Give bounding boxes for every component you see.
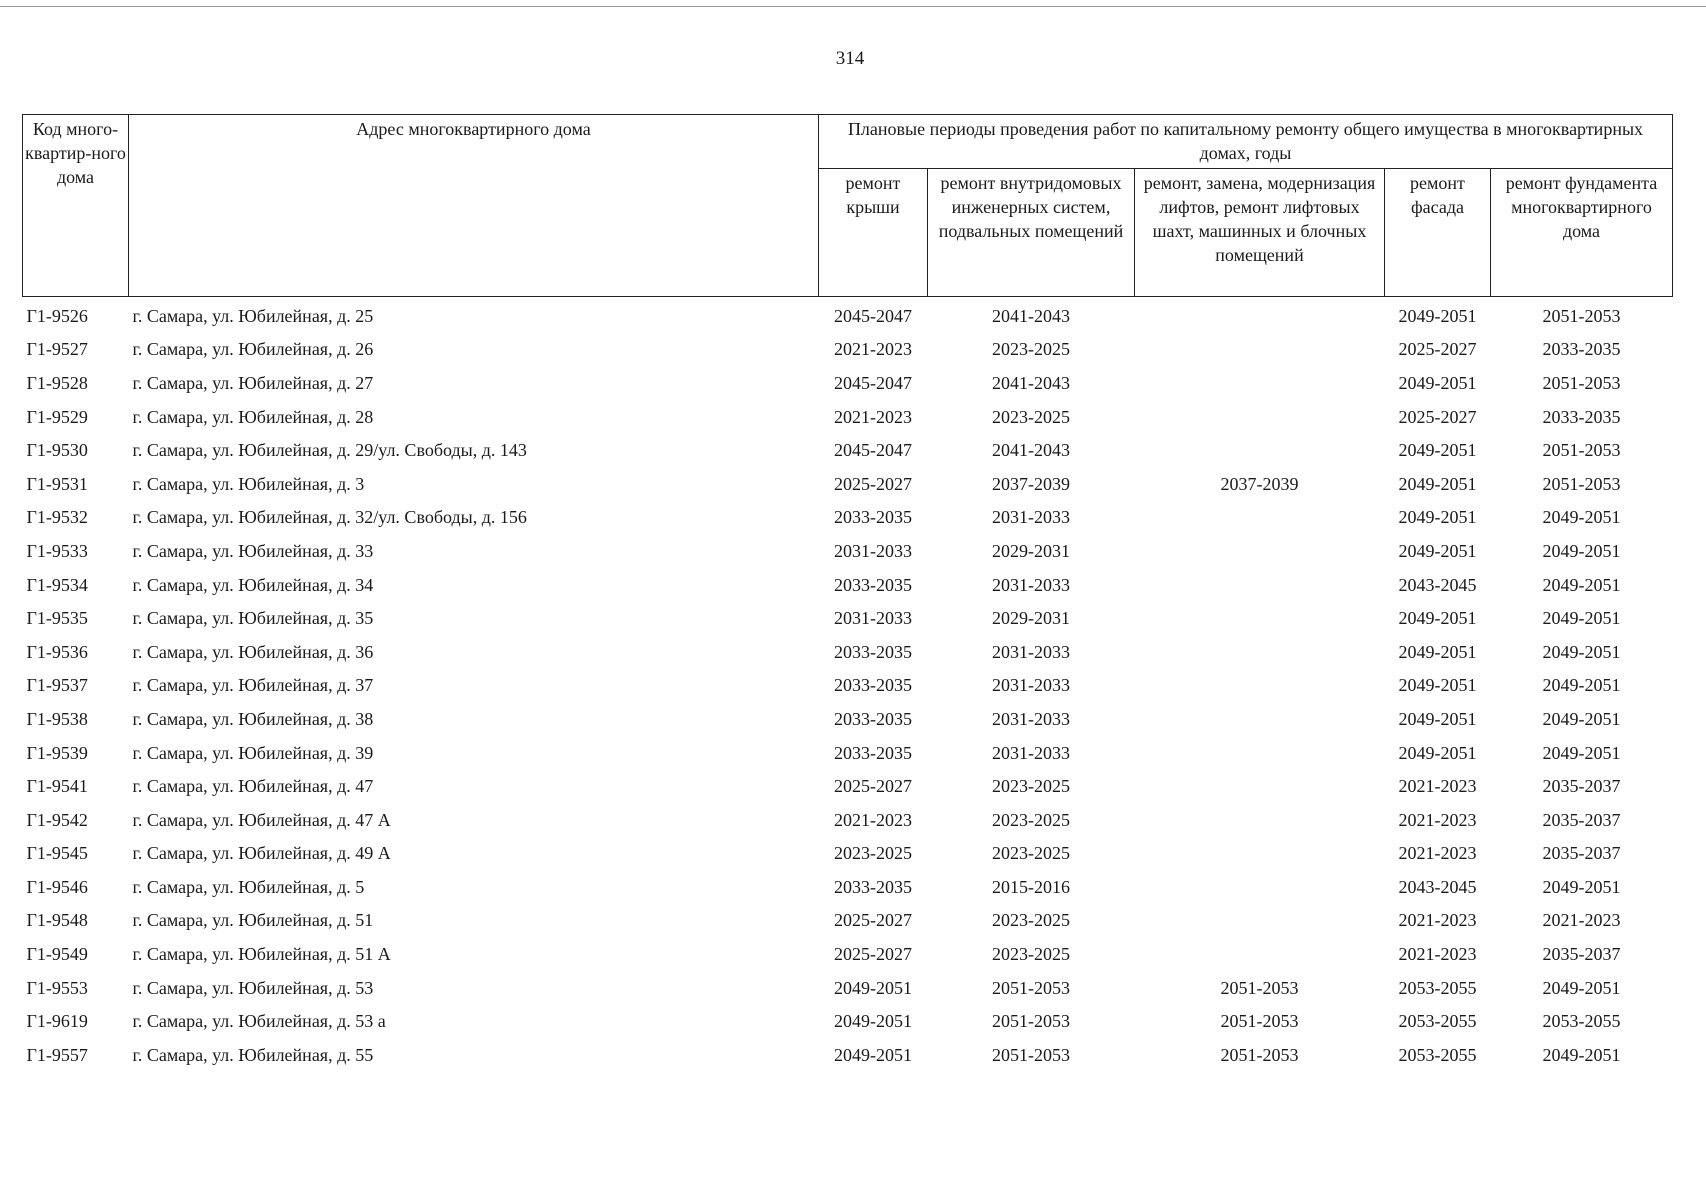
- cell-address: г. Самара, ул. Юбилейная, д. 36: [132, 641, 374, 662]
- cell-elevators: 2051-2053: [1220, 1044, 1299, 1065]
- cell-foundation: 2053-2055: [1542, 1011, 1621, 1032]
- cell-code: Г1-9539: [26, 742, 88, 763]
- cell-engineering: 2031-2033: [992, 641, 1070, 662]
- table-row: [23, 635, 1673, 669]
- cell-foundation: 2051-2053: [1542, 440, 1621, 461]
- table-row: [23, 669, 1673, 703]
- cell-address: г. Самара, ул. Юбилейная, д. 3: [132, 473, 365, 494]
- cell-roof: 2049-2051: [834, 1044, 912, 1065]
- cell-facade: 2043-2045: [1398, 574, 1477, 595]
- cell-code: Г1-9537: [26, 675, 88, 696]
- cell-code: Г1-9546: [26, 876, 88, 897]
- cell-address: г. Самара, ул. Юбилейная, д. 34: [132, 574, 374, 595]
- cell-facade: 2049-2051: [1398, 473, 1477, 494]
- cell-roof: 2031-2033: [834, 540, 912, 561]
- cell-address: г. Самара, ул. Юбилейная, д. 25: [132, 305, 374, 326]
- cell-elevators: [1135, 937, 1385, 971]
- cell-facade: 2053-2055: [1398, 1011, 1477, 1032]
- cell-address: г. Самара, ул. Юбилейная, д. 38: [132, 708, 374, 729]
- cell-engineering: 2041-2043: [992, 372, 1070, 393]
- cell-code: Г1-9530: [26, 440, 88, 461]
- cell-roof: 2033-2035: [834, 876, 912, 897]
- cell-foundation: 2049-2051: [1542, 540, 1621, 561]
- cell-engineering: 2029-2031: [992, 608, 1070, 629]
- cell-elevators: [1135, 736, 1385, 770]
- cell-engineering: 2023-2025: [992, 406, 1070, 427]
- cell-roof: 2033-2035: [834, 507, 912, 528]
- cell-facade: 2049-2051: [1398, 305, 1477, 326]
- cell-address: г. Самара, ул. Юбилейная, д. 27: [132, 372, 374, 393]
- cell-address: г. Самара, ул. Юбилейная, д. 29/ул. Свободы, д. 143: [132, 440, 527, 461]
- cell-foundation: 2035-2037: [1542, 776, 1621, 797]
- cell-engineering: 2031-2033: [992, 574, 1070, 595]
- cell-facade: 2021-2023: [1398, 809, 1477, 830]
- header-engineering: ремонт внутридомовых инженерных систем, подвальных помещений: [928, 169, 1135, 297]
- cell-facade: 2049-2051: [1398, 675, 1477, 696]
- cell-roof: 2025-2027: [834, 910, 912, 931]
- cell-facade: 2049-2051: [1398, 372, 1477, 393]
- table-row: [23, 702, 1673, 736]
- cell-foundation: 2051-2053: [1542, 305, 1621, 326]
- cell-code: Г1-9536: [26, 641, 88, 662]
- cell-foundation: 2049-2051: [1542, 608, 1621, 629]
- cell-engineering: 2051-2053: [992, 1044, 1070, 1065]
- cell-address: г. Самара, ул. Юбилейная, д. 32/ул. Свободы, д. 156: [132, 507, 527, 528]
- table-row: [23, 568, 1673, 602]
- cell-engineering: 2051-2053: [992, 1011, 1070, 1032]
- cell-code: Г1-9541: [26, 776, 88, 797]
- cell-address: г. Самара, ул. Юбилейная, д. 49 А: [132, 843, 391, 864]
- cell-code: Г1-9526: [26, 305, 88, 326]
- cell-address: г. Самара, ул. Юбилейная, д. 53: [132, 977, 374, 998]
- cell-engineering: 2031-2033: [992, 675, 1070, 696]
- cell-code: Г1-9533: [26, 540, 88, 561]
- cell-roof: 2049-2051: [834, 1011, 912, 1032]
- cell-facade: 2049-2051: [1398, 742, 1477, 763]
- cell-roof: 2021-2023: [834, 406, 912, 427]
- cell-code: Г1-9529: [26, 406, 88, 427]
- cell-address: г. Самара, ул. Юбилейная, д. 51 А: [132, 944, 391, 965]
- cell-foundation: 2049-2051: [1542, 977, 1621, 998]
- cell-address: г. Самара, ул. Юбилейная, д. 47: [132, 776, 374, 797]
- cell-foundation: 2049-2051: [1542, 1044, 1621, 1065]
- cell-address: г. Самара, ул. Юбилейная, д. 26: [132, 339, 374, 360]
- header-address: Адрес многоквартирного дома: [129, 115, 819, 297]
- cell-address: г. Самара, ул. Юбилейная, д. 39: [132, 742, 374, 763]
- cell-roof: 2049-2051: [834, 977, 912, 998]
- cell-elevators: [1135, 702, 1385, 736]
- cell-facade: 2021-2023: [1398, 944, 1477, 965]
- cell-foundation: 2049-2051: [1542, 708, 1621, 729]
- cell-elevators: [1135, 433, 1385, 467]
- cell-elevators: [1135, 297, 1385, 333]
- cell-foundation: 2035-2037: [1542, 809, 1621, 830]
- cell-code: Г1-9528: [26, 372, 88, 393]
- cell-facade: 2021-2023: [1398, 910, 1477, 931]
- cell-elevators: [1135, 769, 1385, 803]
- cell-engineering: 2023-2025: [992, 843, 1070, 864]
- cell-roof: 2045-2047: [834, 440, 912, 461]
- cell-code: Г1-9538: [26, 708, 88, 729]
- cell-address: г. Самара, ул. Юбилейная, д. 33: [132, 540, 374, 561]
- table-row: [23, 333, 1673, 367]
- cell-foundation: 2049-2051: [1542, 641, 1621, 662]
- cell-facade: 2021-2023: [1398, 843, 1477, 864]
- page-number: 314: [835, 48, 865, 69]
- cell-address: г. Самара, ул. Юбилейная, д. 35: [132, 608, 374, 629]
- cell-code: Г1-9549: [26, 944, 88, 965]
- cell-foundation: 2049-2051: [1542, 507, 1621, 528]
- cell-address: г. Самара, ул. Юбилейная, д. 47 А: [132, 809, 391, 830]
- table-row: [23, 971, 1673, 1005]
- cell-facade: 2049-2051: [1398, 641, 1477, 662]
- cell-elevators: [1135, 803, 1385, 837]
- cell-roof: 2033-2035: [834, 641, 912, 662]
- cell-elevators: [1135, 501, 1385, 535]
- cell-foundation: 2033-2035: [1542, 406, 1621, 427]
- table-row: [23, 400, 1673, 434]
- table-row: [23, 534, 1673, 568]
- cell-facade: 2043-2045: [1398, 876, 1477, 897]
- cell-code: Г1-9535: [26, 608, 88, 629]
- cell-facade: 2021-2023: [1398, 776, 1477, 797]
- scan-edge-line: [0, 6, 1706, 7]
- cell-elevators: [1135, 904, 1385, 938]
- header-foundation: ремонт фундамента многоквартирного дома: [1491, 169, 1673, 297]
- header-facade: ремонт фасада: [1385, 169, 1491, 297]
- cell-facade: 2053-2055: [1398, 1044, 1477, 1065]
- cell-facade: 2053-2055: [1398, 977, 1477, 998]
- repair-schedule-table: [22, 114, 1673, 1072]
- cell-address: г. Самара, ул. Юбилейная, д. 37: [132, 675, 374, 696]
- table-row: [23, 433, 1673, 467]
- cell-roof: 2021-2023: [834, 339, 912, 360]
- table-row: [23, 736, 1673, 770]
- table-row: [23, 937, 1673, 971]
- table-row: [23, 467, 1673, 501]
- table-row: [23, 803, 1673, 837]
- cell-code: Г1-9545: [26, 843, 88, 864]
- cell-facade: 2049-2051: [1398, 708, 1477, 729]
- cell-roof: 2025-2027: [834, 944, 912, 965]
- cell-address: г. Самара, ул. Юбилейная, д. 5: [132, 876, 365, 897]
- cell-foundation: 2021-2023: [1542, 910, 1621, 931]
- cell-roof: 2023-2025: [834, 843, 912, 864]
- cell-roof: 2045-2047: [834, 305, 912, 326]
- cell-roof: 2033-2035: [834, 742, 912, 763]
- table-row: [23, 1004, 1673, 1038]
- table-row: [23, 501, 1673, 535]
- cell-engineering: 2031-2033: [992, 742, 1070, 763]
- cell-roof: 2045-2047: [834, 372, 912, 393]
- table-row: [23, 366, 1673, 400]
- cell-roof: 2021-2023: [834, 809, 912, 830]
- cell-engineering: 2051-2053: [992, 977, 1070, 998]
- cell-foundation: 2049-2051: [1542, 876, 1621, 897]
- cell-elevators: [1135, 669, 1385, 703]
- cell-elevators: [1135, 837, 1385, 871]
- cell-engineering: 2031-2033: [992, 708, 1070, 729]
- cell-address: г. Самара, ул. Юбилейная, д. 53 а: [132, 1011, 386, 1032]
- cell-foundation: 2051-2053: [1542, 372, 1621, 393]
- header-elevators: ремонт, замена, модернизация лифтов, ремонт лифтовых шахт, машинных и блочных помещений: [1135, 169, 1385, 297]
- cell-elevators: [1135, 568, 1385, 602]
- cell-foundation: 2035-2037: [1542, 843, 1621, 864]
- cell-engineering: 2015-2016: [992, 876, 1070, 897]
- cell-roof: 2031-2033: [834, 608, 912, 629]
- cell-roof: 2033-2035: [834, 675, 912, 696]
- cell-engineering: 2029-2031: [992, 540, 1070, 561]
- cell-roof: 2033-2035: [834, 708, 912, 729]
- cell-code: Г1-9531: [26, 473, 88, 494]
- cell-address: г. Самара, ул. Юбилейная, д. 55: [132, 1044, 374, 1065]
- cell-engineering: 2031-2033: [992, 507, 1070, 528]
- cell-code: Г1-9619: [26, 1011, 88, 1032]
- cell-elevators: [1135, 870, 1385, 904]
- cell-engineering: 2041-2043: [992, 305, 1070, 326]
- table-row: [23, 297, 1673, 333]
- cell-roof: 2025-2027: [834, 776, 912, 797]
- cell-elevators: [1135, 400, 1385, 434]
- table-row: [23, 904, 1673, 938]
- cell-elevators: 2051-2053: [1220, 977, 1299, 998]
- cell-foundation: 2033-2035: [1542, 339, 1621, 360]
- cell-facade: 2049-2051: [1398, 608, 1477, 629]
- cell-code: Г1-9532: [26, 507, 88, 528]
- table-row: [23, 601, 1673, 635]
- table-body: [23, 297, 1673, 1072]
- header-code: Код много-квартир-ного дома: [23, 115, 129, 297]
- cell-elevators: [1135, 601, 1385, 635]
- cell-facade: 2049-2051: [1398, 440, 1477, 461]
- cell-foundation: 2049-2051: [1542, 574, 1621, 595]
- cell-facade: 2049-2051: [1398, 507, 1477, 528]
- cell-elevators: [1135, 366, 1385, 400]
- cell-elevators: [1135, 333, 1385, 367]
- cell-foundation: 2035-2037: [1542, 944, 1621, 965]
- cell-code: Г1-9527: [26, 339, 88, 360]
- cell-roof: 2025-2027: [834, 473, 912, 494]
- cell-engineering: 2041-2043: [992, 440, 1070, 461]
- cell-facade: 2025-2027: [1398, 406, 1477, 427]
- header-periods-group: Плановые периоды проведения работ по капитальному ремонту общего имущества в многоквартирных домах, годы: [819, 115, 1673, 169]
- header-roof: ремонт крыши: [819, 169, 928, 297]
- cell-elevators: 2051-2053: [1220, 1011, 1299, 1032]
- table-row: [23, 769, 1673, 803]
- cell-foundation: 2049-2051: [1542, 742, 1621, 763]
- cell-engineering: 2023-2025: [992, 910, 1070, 931]
- cell-engineering: 2023-2025: [992, 776, 1070, 797]
- cell-engineering: 2023-2025: [992, 809, 1070, 830]
- table-row: [23, 870, 1673, 904]
- cell-code: Г1-9553: [26, 977, 88, 998]
- cell-engineering: 2037-2039: [992, 473, 1070, 494]
- cell-foundation: 2051-2053: [1542, 473, 1621, 494]
- cell-elevators: [1135, 534, 1385, 568]
- cell-engineering: 2023-2025: [992, 339, 1070, 360]
- cell-facade: 2049-2051: [1398, 540, 1477, 561]
- cell-code: Г1-9534: [26, 574, 88, 595]
- cell-elevators: 2037-2039: [1220, 473, 1299, 494]
- cell-roof: 2033-2035: [834, 574, 912, 595]
- cell-elevators: [1135, 635, 1385, 669]
- cell-address: г. Самара, ул. Юбилейная, д. 28: [132, 406, 374, 427]
- cell-facade: 2025-2027: [1398, 339, 1477, 360]
- cell-engineering: 2023-2025: [992, 944, 1070, 965]
- cell-code: Г1-9557: [26, 1044, 88, 1065]
- cell-code: Г1-9548: [26, 910, 88, 931]
- cell-code: Г1-9542: [26, 809, 88, 830]
- cell-address: г. Самара, ул. Юбилейная, д. 51: [132, 910, 374, 931]
- cell-foundation: 2049-2051: [1542, 675, 1621, 696]
- table-row: [23, 837, 1673, 871]
- table-row: [23, 1038, 1673, 1072]
